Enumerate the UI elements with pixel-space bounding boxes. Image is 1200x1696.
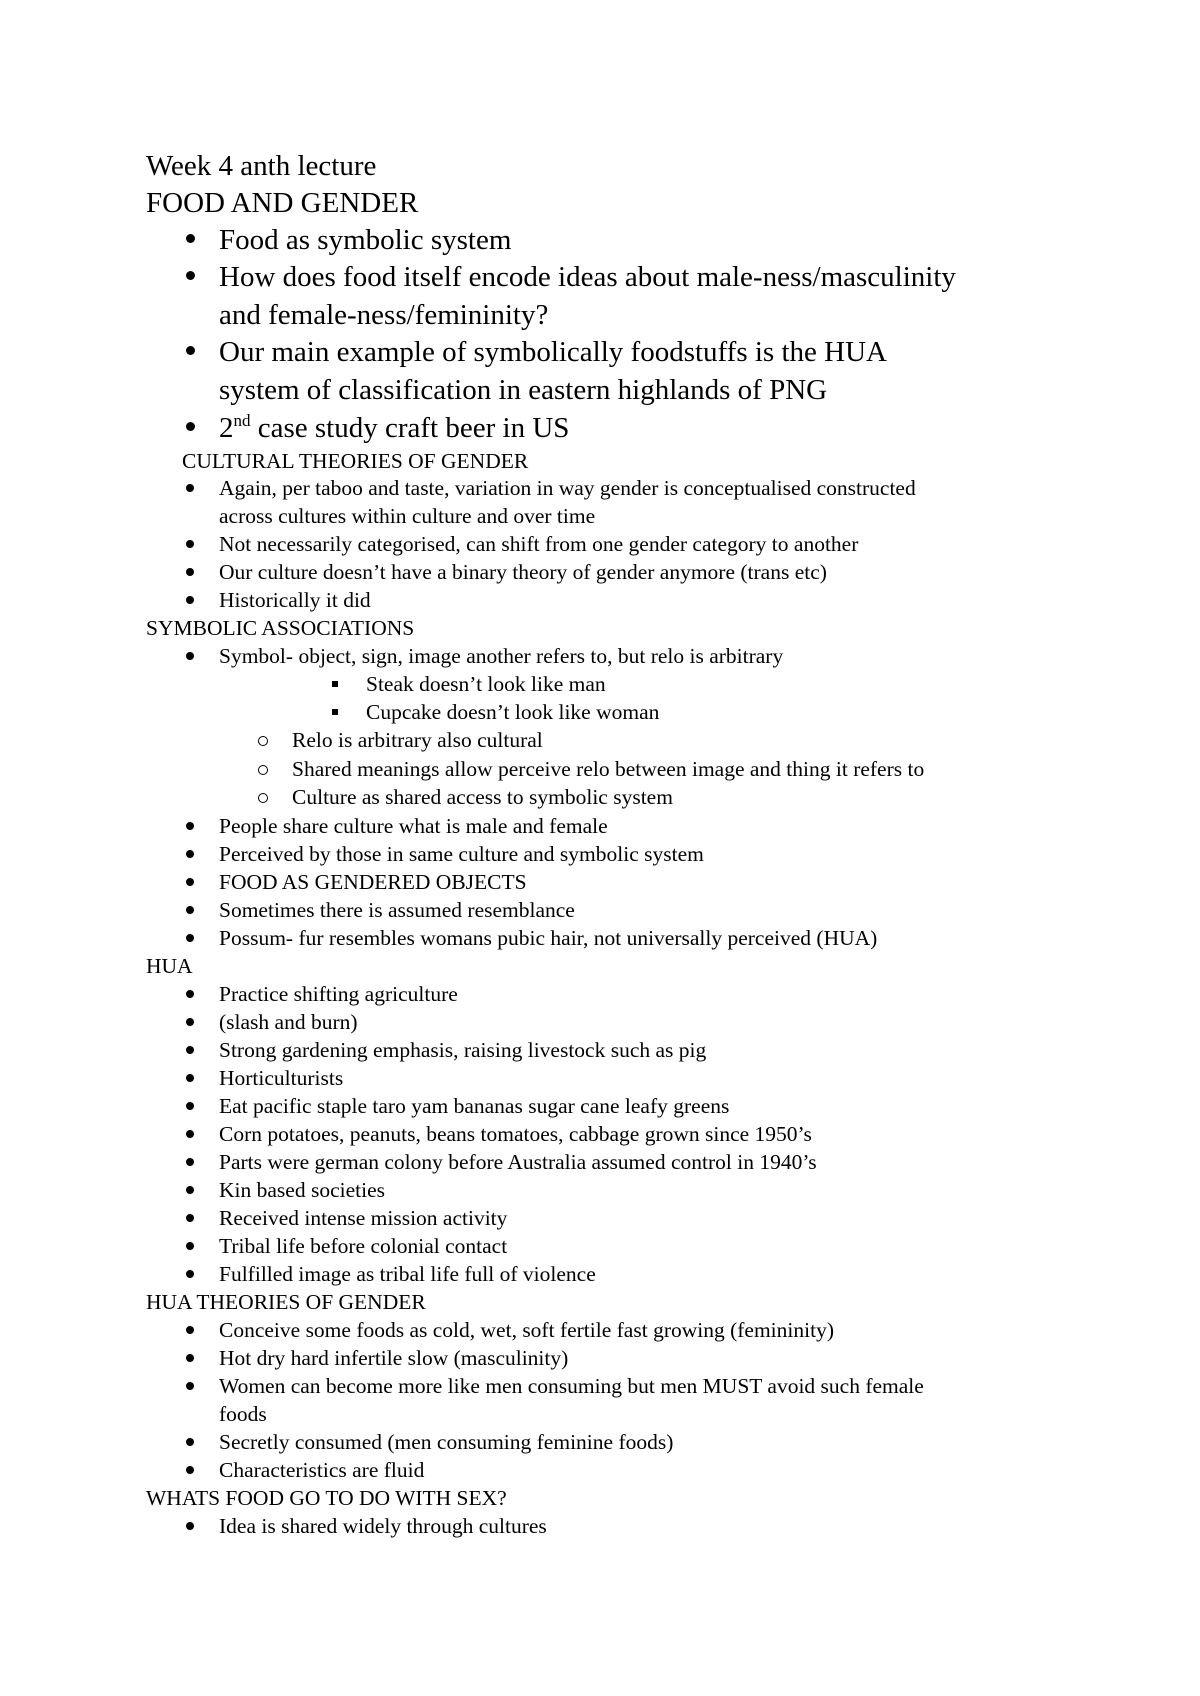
bullet-icon (186, 878, 194, 886)
bullet-icon (186, 1354, 194, 1362)
bullet-icon (186, 1074, 194, 1082)
bullet-icon (186, 1158, 194, 1166)
list-item: Hot dry hard infertile slow (masculinity) (219, 1346, 569, 1370)
list-item-continuation: and female-ness/femininity? (219, 299, 549, 331)
list-item: Our main example of symbolically foodstuffs is the HUA (219, 336, 887, 368)
bullet-icon (186, 1242, 194, 1250)
list-item: Kin based societies (219, 1178, 385, 1202)
list-item: Parts were german colony before Australia assumed control in 1940’s (219, 1150, 817, 1174)
sub-list-item: Shared meanings allow perceive relo between image and thing it refers to (292, 757, 925, 781)
bullet-icon (186, 1130, 194, 1138)
section-heading-hua-theories: HUA THEORIES OF GENDER (146, 1290, 426, 1314)
circle-bullet-icon (258, 793, 268, 803)
list-item: FOOD AS GENDERED OBJECTS (219, 870, 527, 894)
bullet-icon (186, 990, 194, 998)
section-heading-sex: WHATS FOOD GO TO DO WITH SEX? (146, 1486, 507, 1510)
list-item-continuation: across cultures within culture and over time (219, 504, 596, 528)
list-item: Tribal life before colonial contact (219, 1234, 508, 1258)
list-item: Secretly consumed (men consuming feminine foods) (219, 1430, 674, 1454)
list-item: Possum- fur resembles womans pubic hair, not universally perceived (HUA) (219, 926, 878, 950)
bullet-icon (186, 234, 195, 243)
bullet-icon (186, 1438, 194, 1446)
sub-list-item: Cupcake doesn’t look like woman (366, 700, 660, 724)
list-item: Historically it did (219, 588, 371, 612)
list-item: Not necessarily categorised, can shift from one gender category to another (219, 532, 859, 556)
list-item: Horticulturists (219, 1066, 344, 1090)
bullet-icon (186, 652, 194, 660)
list-item: Food as symbolic system (219, 224, 512, 256)
bullet-icon (186, 346, 195, 355)
list-item: Practice shifting agriculture (219, 982, 458, 1006)
bullet-icon (186, 850, 194, 858)
case-study-text: case study craft beer in US (250, 412, 570, 444)
bullet-icon (186, 596, 194, 604)
bullet-icon (186, 934, 194, 942)
list-item: Strong gardening emphasis, raising livestock such as pig (219, 1038, 707, 1062)
bullet-icon (186, 1018, 194, 1026)
list-item: Fulfilled image as tribal life full of violence (219, 1262, 596, 1286)
document-title: Week 4 anth lecture (146, 150, 377, 182)
list-item: (slash and burn) (219, 1010, 358, 1034)
circle-bullet-icon (258, 736, 268, 746)
bullet-icon (186, 1046, 194, 1054)
main-heading: FOOD AND GENDER (146, 187, 419, 219)
list-item-continuation: foods (219, 1402, 267, 1426)
list-item: Symbol- object, sign, image another refers to, but relo is arbitrary (219, 644, 784, 668)
sub-list-item: Culture as shared access to symbolic system (292, 785, 673, 809)
list-item: Characteristics are fluid (219, 1458, 425, 1482)
list-item: Received intense mission activity (219, 1206, 508, 1230)
bullet-icon (186, 540, 194, 548)
square-bullet-icon (332, 681, 338, 687)
bullet-icon (186, 568, 194, 576)
list-item: How does food itself encode ideas about male-ness/masculinity (219, 261, 956, 293)
bullet-icon (186, 906, 194, 914)
bullet-icon (186, 1466, 194, 1474)
case-study-number: 2 (219, 412, 234, 444)
bullet-icon (186, 1214, 194, 1222)
list-item: Eat pacific staple taro yam bananas sugar cane leafy greens (219, 1094, 730, 1118)
bullet-icon (186, 1326, 194, 1334)
bullet-icon (186, 271, 195, 280)
bullet-icon (186, 1102, 194, 1110)
sub-list-item: Steak doesn’t look like man (366, 672, 606, 696)
bullet-icon (186, 1382, 194, 1390)
bullet-icon (186, 822, 194, 830)
list-item-continuation: system of classification in eastern highlands of PNG (219, 374, 828, 406)
section-heading-symbolic: SYMBOLIC ASSOCIATIONS (146, 616, 415, 640)
bullet-icon (186, 1522, 194, 1530)
bullet-icon (186, 1270, 194, 1278)
section-heading-hua: HUA (146, 954, 193, 978)
sub-list-item: Relo is arbitrary also cultural (292, 728, 543, 752)
list-item: Women can become more like men consuming but men MUST avoid such female (219, 1374, 924, 1398)
circle-bullet-icon (258, 765, 268, 775)
list-item: Corn potatoes, peanuts, beans tomatoes, cabbage grown since 1950’s (219, 1122, 812, 1146)
case-study-ordinal: nd (233, 411, 251, 430)
list-item-case-study (219, 411, 570, 444)
list-item: People share culture what is male and female (219, 814, 608, 838)
list-item: Idea is shared widely through cultures (219, 1514, 547, 1538)
bullet-icon (186, 484, 194, 492)
bullet-icon (186, 422, 195, 431)
list-item: Perceived by those in same culture and symbolic system (219, 842, 704, 866)
list-item: Sometimes there is assumed resemblance (219, 898, 575, 922)
square-bullet-icon (332, 709, 338, 715)
bullet-icon (186, 1186, 194, 1194)
section-heading-cultural: CULTURAL THEORIES OF GENDER (182, 449, 529, 473)
list-item: Again, per taboo and taste, variation in way gender is conceptualised constructed (219, 476, 916, 500)
list-item: Our culture doesn’t have a binary theory of gender anymore (trans etc) (219, 560, 827, 584)
list-item: Conceive some foods as cold, wet, soft fertile fast growing (femininity) (219, 1318, 834, 1342)
